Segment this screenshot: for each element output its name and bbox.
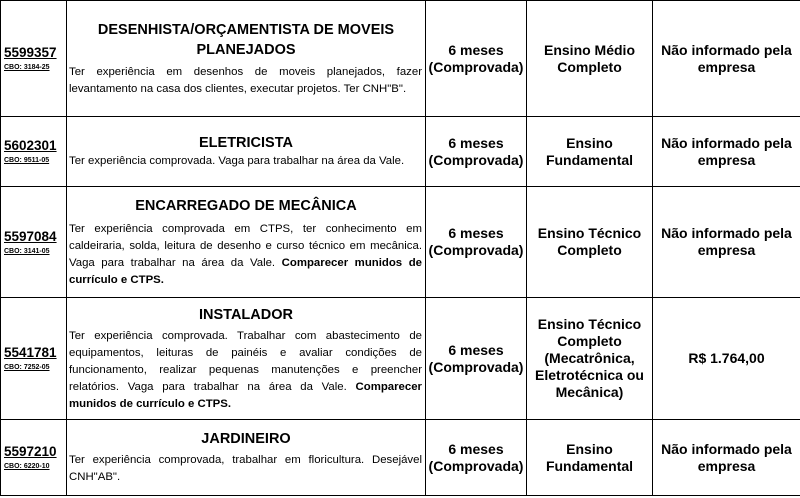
experience-cell bbox=[426, 420, 527, 496]
job-description bbox=[67, 221, 425, 289]
experience-requirement: 6 meses (Comprovada) bbox=[428, 225, 524, 258]
job-description-text: Ter experiência em desenhos de moveis planejados, fazer levantamento na casa dos clientes, executar projetos. Ter CNH"B". bbox=[69, 65, 422, 95]
job-description-text: Ter experiência comprovada. Vaga para trabalhar na área da Vale. bbox=[69, 155, 405, 167]
salary-cell bbox=[653, 420, 800, 496]
experience-cell bbox=[426, 117, 527, 187]
salary-cell bbox=[653, 187, 800, 298]
salary: Não informado pela empresa bbox=[661, 225, 792, 258]
job-code-cell bbox=[1, 1, 67, 117]
salary: R$ 1.764,00 bbox=[688, 350, 765, 366]
job-description bbox=[67, 328, 425, 413]
job-description-text: Ter experiência comprovada em CTPS, ter conhecimento em caldeiraria, solda, leitura de desenho e curso técnico em mecânica. Vaga para trabalhar na área da Vale. bbox=[69, 222, 422, 269]
education-requirement: Ensino Fundamental bbox=[545, 134, 634, 168]
experience-cell bbox=[426, 298, 527, 420]
table-row bbox=[1, 117, 800, 187]
salary-cell bbox=[653, 1, 800, 117]
table-row bbox=[1, 1, 800, 117]
job-description-cell bbox=[67, 187, 426, 298]
job-code-cell bbox=[1, 298, 67, 420]
job-title: DESENHISTA/ORÇAMENTISTA DE MOVEIS PLANEJADOS bbox=[97, 21, 395, 58]
table-row bbox=[1, 187, 800, 298]
education-requirement: Ensino Técnico Completo bbox=[537, 225, 642, 258]
job-description-text: Ter experiência comprovada, trabalhar em floricultura. Desejável CNH"AB". bbox=[69, 454, 422, 483]
education-requirement: Ensino Fundamental bbox=[545, 440, 634, 474]
salary: Não informado pela empresa bbox=[661, 134, 792, 168]
experience-requirement: 6 meses (Comprovada) bbox=[428, 341, 524, 375]
job-code: 5541781 bbox=[4, 345, 57, 360]
salary-cell bbox=[653, 298, 800, 420]
cbo-code: CBO: 3141-05 bbox=[4, 247, 50, 255]
experience-cell bbox=[426, 187, 527, 298]
job-description-text: Ter experiência comprovada. Trabalhar com abastecimento de equipamentos, leituras de painéis e avaliar condições de funcionamento, realizar pequenas manutenções e preencher relatórios. Vaga para trabalhar na área da Vale. bbox=[69, 329, 422, 393]
job-description-cell bbox=[67, 298, 426, 420]
education-cell bbox=[527, 187, 653, 298]
experience-cell bbox=[426, 1, 527, 117]
education-cell bbox=[527, 420, 653, 496]
job-description bbox=[67, 64, 425, 98]
education-cell bbox=[527, 117, 653, 187]
table-row bbox=[1, 420, 800, 496]
job-code: 5597084 bbox=[4, 228, 57, 244]
job-description-emphasis: Comparecer munidos de currículo e CTPS. bbox=[69, 256, 422, 286]
job-code-cell bbox=[1, 187, 67, 298]
salary: Não informado pela empresa bbox=[661, 41, 792, 75]
job-code-cell bbox=[1, 420, 67, 496]
job-description-cell bbox=[67, 420, 426, 496]
job-code-cell bbox=[1, 117, 67, 187]
education-requirement: Ensino Médio Completo bbox=[544, 41, 635, 75]
job-description-cell bbox=[67, 117, 426, 187]
job-description bbox=[67, 452, 425, 486]
table-row bbox=[1, 298, 800, 420]
salary: Não informado pela empresa bbox=[661, 440, 792, 474]
education-requirement: Ensino Técnico Completo (Mecatrônica, Eletrotécnica ou Mecânica) bbox=[535, 316, 644, 400]
cbo-code: CBO: 9511-05 bbox=[4, 157, 50, 164]
salary-cell bbox=[653, 117, 800, 187]
job-description-emphasis: Comparecer munidos de currículo e CTPS. bbox=[69, 380, 422, 410]
cbo-code: CBO: 7252-05 bbox=[4, 364, 50, 371]
experience-requirement: 6 meses (Comprovada) bbox=[428, 440, 524, 474]
education-cell bbox=[527, 298, 653, 420]
job-description-cell bbox=[67, 1, 426, 117]
cbo-code: CBO: 3184-25 bbox=[4, 64, 50, 71]
job-description bbox=[67, 153, 425, 170]
job-code: 5602301 bbox=[4, 138, 57, 153]
experience-requirement: 6 meses (Comprovada) bbox=[428, 41, 524, 75]
job-title: ELETRICISTA bbox=[199, 135, 293, 151]
education-cell bbox=[527, 1, 653, 117]
job-code: 5597210 bbox=[4, 444, 57, 459]
cbo-code: CBO: 6220-10 bbox=[4, 463, 50, 470]
experience-requirement: 6 meses (Comprovada) bbox=[428, 134, 524, 168]
job-title: JARDINEIRO bbox=[201, 431, 291, 447]
job-title: INSTALADOR bbox=[199, 306, 293, 323]
job-title: ENCARREGADO DE MECÂNICA bbox=[135, 197, 357, 214]
job-code: 5599357 bbox=[4, 45, 57, 60]
